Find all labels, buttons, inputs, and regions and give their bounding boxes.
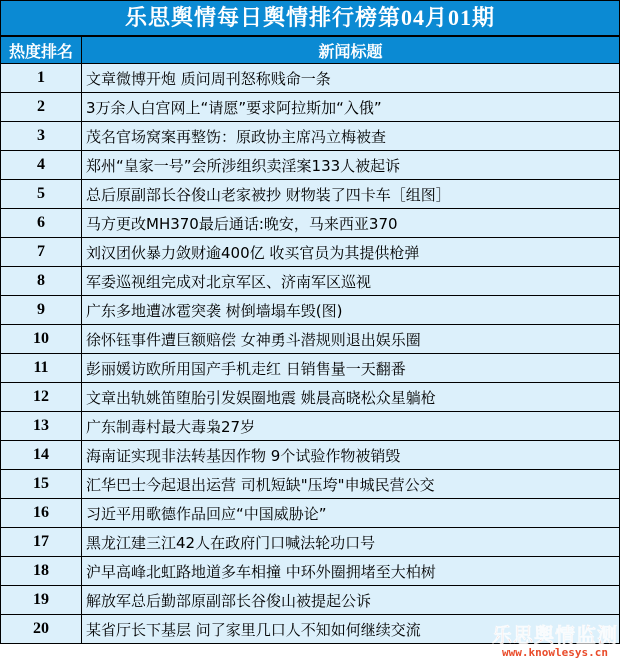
table-header-row: [1, 37, 620, 64]
rank-cell: 13: [1, 412, 82, 441]
table-row: [1, 151, 620, 180]
table-row: [1, 586, 620, 615]
table-row: [1, 238, 620, 267]
rank-cell: 18: [1, 557, 82, 586]
rank-cell: 2: [1, 93, 82, 122]
rank-cell: 14: [1, 441, 82, 470]
headline-link[interactable]: 沪早高峰北虹路地道多车相撞 中环外圈拥堵至大柏树: [82, 557, 620, 586]
rank-cell: 20: [1, 615, 82, 644]
table-row: [1, 441, 620, 470]
table-row: [1, 122, 620, 151]
headline-link[interactable]: 某省厅长下基层 问了家里几口人不知如何继续交流: [82, 615, 620, 644]
rank-cell: 6: [1, 209, 82, 238]
table-row: [1, 354, 620, 383]
rank-cell: 9: [1, 296, 82, 325]
table-row: [1, 557, 620, 586]
rank-cell: 15: [1, 470, 82, 499]
headline-link[interactable]: 解放军总后勤部原副部长谷俊山被提起公诉: [82, 586, 620, 615]
headline-link[interactable]: 刘汉团伙暴力敛财逾400亿 收买官员为其提供枪弹: [82, 238, 620, 267]
headline-link[interactable]: 徐怀钰事件遭巨额赔偿 女神勇斗潜规则退出娱乐圈: [82, 325, 620, 354]
watermark-text: 乐思舆情监测: [492, 623, 618, 647]
rank-cell: 12: [1, 383, 82, 412]
headline-link[interactable]: 黑龙江建三江42人在政府门口喊法轮功口号: [82, 528, 620, 557]
table-row: [1, 325, 620, 354]
table-row: [1, 64, 620, 93]
rank-cell: 4: [1, 151, 82, 180]
headline-link[interactable]: 军委巡视组完成对北京军区、济南军区巡视: [82, 267, 620, 296]
table-row: [1, 470, 620, 499]
table-row: [1, 93, 620, 122]
table-row: [1, 383, 620, 412]
table-row: [1, 296, 620, 325]
table-row: [1, 499, 620, 528]
headline-link[interactable]: 文章出轨姚笛堕胎引发娱圈地震 姚晨高晓松众星躺枪: [82, 383, 620, 412]
headline-link[interactable]: 总后原副部长谷俊山老家被抄 财物装了四卡车［组图］: [82, 180, 620, 209]
rank-cell: 17: [1, 528, 82, 557]
page-title: 乐思舆情每日舆情排行榜第04月01期: [0, 0, 620, 36]
headline-link[interactable]: 广东多地遭冰雹突袭 树倒墙塌车毁(图): [82, 296, 620, 325]
rank-cell: 5: [1, 180, 82, 209]
headline-link[interactable]: 广东制毒村最大毒枭27岁: [82, 412, 620, 441]
watermark-url: www.knowlesys.cn: [502, 646, 608, 659]
headline-link[interactable]: 汇华巴士今起退出运营 司机短缺"压垮"申城民营公交: [82, 470, 620, 499]
headline-link[interactable]: 彭丽媛访欧所用国产手机走红 日销售量一天翻番: [82, 354, 620, 383]
table-row: [1, 267, 620, 296]
rank-cell: 1: [1, 64, 82, 93]
rank-cell: 11: [1, 354, 82, 383]
headline-link[interactable]: 3万余人白宫网上“请愿”要求阿拉斯加“入俄”: [82, 93, 620, 122]
rank-cell: 3: [1, 122, 82, 151]
table-row: [1, 209, 620, 238]
headline-link[interactable]: 文章微博开炮 质问周刊怒称贱命一条: [82, 64, 620, 93]
headline-link[interactable]: 茂名官场窝案再整饬：原政协主席冯立梅被查: [82, 122, 620, 151]
headline-link[interactable]: 习近平用歌德作品回应“中国威胁论”: [82, 499, 620, 528]
headline-link[interactable]: 海南证实现非法转基因作物 9个试验作物被销毁: [82, 441, 620, 470]
headline-link[interactable]: 马方更改MH370最后通话:晚安，马来西亚370: [82, 209, 620, 238]
table-row: [1, 615, 620, 644]
rank-cell: 8: [1, 267, 82, 296]
rank-cell: 16: [1, 499, 82, 528]
table-row: [1, 412, 620, 441]
rank-cell: 19: [1, 586, 82, 615]
column-header-headline: 新闻标题: [82, 37, 620, 64]
rank-cell: 10: [1, 325, 82, 354]
rank-cell: 7: [1, 238, 82, 267]
table-row: [1, 528, 620, 557]
table-row: [1, 180, 620, 209]
column-header-rank: 热度排名: [1, 37, 82, 64]
ranking-table: [0, 36, 620, 644]
headline-link[interactable]: 郑州“皇家一号”会所涉组织卖淫案133人被起诉: [82, 151, 620, 180]
